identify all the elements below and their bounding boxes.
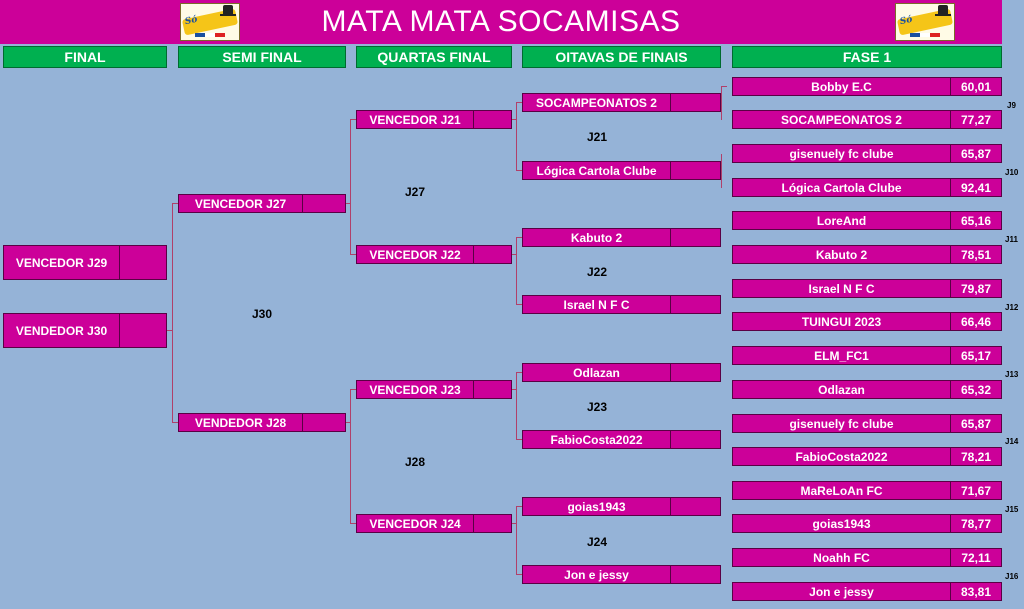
- team-score: 83,81: [960, 584, 992, 599]
- team-name: Odlazan: [523, 364, 671, 381]
- connector-line: [350, 389, 351, 523]
- team-name: VENCEDOR J23: [357, 381, 474, 398]
- team-name: gisenuely fc clube: [733, 145, 951, 162]
- fase1-slot[interactable]: [732, 548, 1002, 567]
- team-score: [671, 296, 720, 313]
- connector-line: [167, 330, 173, 331]
- logo-right-icon: Só: [895, 3, 955, 41]
- final-slot[interactable]: [3, 245, 167, 280]
- connector-line: [721, 86, 722, 120]
- team-score: [120, 246, 166, 279]
- team-name: Kabuto 2: [733, 246, 951, 263]
- team-score: [120, 314, 166, 347]
- team-score: [671, 498, 720, 515]
- game-label-j24: J24: [587, 535, 608, 549]
- team-score: [303, 195, 345, 212]
- team-name: SOCAMPEONATOS 2: [523, 94, 671, 111]
- connector-line: [721, 154, 722, 188]
- team-score: 65,32: [960, 382, 992, 397]
- team-score: [671, 94, 720, 111]
- team-name: VENDEDOR J28: [179, 414, 303, 431]
- team-name: VENCEDOR J24: [357, 515, 474, 532]
- header-oitavas: OITAVAS DE FINAIS: [522, 46, 721, 68]
- quartas-slot[interactable]: [356, 380, 512, 399]
- connector-line: [172, 203, 173, 422]
- fase1-slot[interactable]: [732, 312, 1002, 331]
- team-name: Israel N F C: [733, 280, 951, 297]
- team-name: VENCEDOR J22: [357, 246, 474, 263]
- team-score: 65,87: [960, 416, 992, 431]
- team-score: 77,27: [960, 112, 992, 127]
- fase1-slot[interactable]: [732, 77, 1002, 96]
- team-score: 65,16: [960, 213, 992, 228]
- team-name: FabioCosta2022: [523, 431, 671, 448]
- team-name: VENCEDOR J27: [179, 195, 303, 212]
- team-name: SOCAMPEONATOS 2: [733, 111, 951, 128]
- page-title: MATA MATA SOCAMISAS: [321, 5, 681, 38]
- oitavas-slot[interactable]: [522, 430, 721, 449]
- fase1-slot[interactable]: [732, 178, 1002, 197]
- connector-line: [346, 422, 351, 423]
- team-name: gisenuely fc clube: [733, 415, 951, 432]
- team-score: [474, 515, 511, 532]
- team-score: 66,46: [960, 314, 992, 329]
- logo-left-icon: Só: [180, 3, 240, 41]
- team-score: 78,77: [960, 516, 992, 531]
- game-label-j27: J27: [405, 185, 426, 199]
- game-label-j30: J30: [252, 307, 273, 321]
- oitavas-slot[interactable]: [522, 565, 721, 584]
- fase1-slot[interactable]: [732, 514, 1002, 533]
- team-name: ELM_FC1: [733, 347, 951, 364]
- game-label-j28: J28: [405, 455, 426, 469]
- team-score: 78,21: [960, 449, 992, 464]
- header-quartas-final: QUARTAS FINAL: [356, 46, 512, 68]
- team-name: Noahh FC: [733, 549, 951, 566]
- oitavas-slot[interactable]: [522, 93, 721, 112]
- game-label-j12: J12: [1005, 303, 1019, 312]
- team-score: [671, 229, 720, 246]
- fase1-slot[interactable]: [732, 481, 1002, 500]
- game-label-j10: J10: [1005, 168, 1019, 177]
- connector-line: [516, 372, 517, 439]
- team-name: Bobby E.C: [733, 78, 951, 95]
- team-name: Kabuto 2: [523, 229, 671, 246]
- team-name: Jon e jessy: [733, 583, 951, 600]
- fase1-slot[interactable]: [732, 447, 1002, 466]
- team-score: 65,17: [960, 348, 992, 363]
- game-label-j15: J15: [1005, 505, 1019, 514]
- game-label-j9: J9: [1007, 101, 1016, 110]
- fase1-slot[interactable]: [732, 380, 1002, 399]
- team-name: FabioCosta2022: [733, 448, 951, 465]
- quartas-slot[interactable]: [356, 514, 512, 533]
- team-name: Jon e jessy: [523, 566, 671, 583]
- team-name: Lógica Cartola Clube: [523, 162, 671, 179]
- connector-line: [350, 119, 351, 254]
- title-bar: [0, 0, 1002, 44]
- header-fase1: FASE 1: [732, 46, 1002, 68]
- fase1-slot[interactable]: [732, 110, 1002, 129]
- team-name: VENDEDOR J30: [4, 314, 120, 347]
- team-name: VENCEDOR J29: [4, 246, 120, 279]
- oitavas-slot[interactable]: [522, 228, 721, 247]
- team-name: MaReLoAn FC: [733, 482, 951, 499]
- fase1-slot[interactable]: [732, 245, 1002, 264]
- quartas-slot[interactable]: [356, 110, 512, 129]
- final-slot[interactable]: [3, 313, 167, 348]
- team-name: Lógica Cartola Clube: [733, 179, 951, 196]
- team-score: [303, 414, 345, 431]
- game-label-j13: J13: [1005, 370, 1019, 379]
- team-name: goias1943: [733, 515, 951, 532]
- team-name: goias1943: [523, 498, 671, 515]
- team-score: [474, 381, 511, 398]
- team-score: [671, 162, 720, 179]
- game-label-j14: J14: [1005, 437, 1019, 446]
- header-final: FINAL: [3, 46, 167, 68]
- fase1-slot[interactable]: [732, 144, 1002, 163]
- team-name: LoreAnd: [733, 212, 951, 229]
- oitavas-slot[interactable]: [522, 497, 721, 516]
- semi-slot[interactable]: [178, 413, 346, 432]
- team-score: [671, 364, 720, 381]
- fase1-slot[interactable]: [732, 279, 1002, 298]
- team-score: [474, 111, 511, 128]
- team-score: 65,87: [960, 146, 992, 161]
- team-name: Israel N F C: [523, 296, 671, 313]
- team-score: 78,51: [960, 247, 992, 262]
- header-semi-final: SEMI FINAL: [178, 46, 346, 68]
- game-label-j21: J21: [587, 130, 608, 144]
- game-label-j22: J22: [587, 265, 608, 279]
- oitavas-slot[interactable]: [522, 161, 721, 180]
- connector-line: [516, 237, 517, 304]
- connector-line: [516, 102, 517, 170]
- fase1-slot[interactable]: [732, 211, 1002, 230]
- team-score: [474, 246, 511, 263]
- oitavas-slot[interactable]: [522, 295, 721, 314]
- team-score: [671, 566, 720, 583]
- quartas-slot[interactable]: [356, 245, 512, 264]
- team-name: Odlazan: [733, 381, 951, 398]
- fase1-slot[interactable]: [732, 582, 1002, 601]
- team-score: 92,41: [960, 180, 992, 195]
- team-score: 72,11: [961, 550, 991, 565]
- connector-line: [346, 203, 351, 204]
- semi-slot[interactable]: [178, 194, 346, 213]
- oitavas-slot[interactable]: [522, 363, 721, 382]
- team-score: 71,67: [960, 483, 992, 498]
- team-name: TUINGUI 2023: [733, 313, 951, 330]
- game-label-j11: J11: [1005, 235, 1018, 244]
- game-label-j16: J16: [1005, 572, 1019, 581]
- team-score: 79,87: [960, 281, 992, 296]
- connector-line: [516, 506, 517, 574]
- fase1-slot[interactable]: [732, 346, 1002, 365]
- team-score: [671, 431, 720, 448]
- team-name: VENCEDOR J21: [357, 111, 474, 128]
- team-score: 60,01: [960, 79, 992, 94]
- fase1-slot[interactable]: [732, 414, 1002, 433]
- game-label-j23: J23: [587, 400, 608, 414]
